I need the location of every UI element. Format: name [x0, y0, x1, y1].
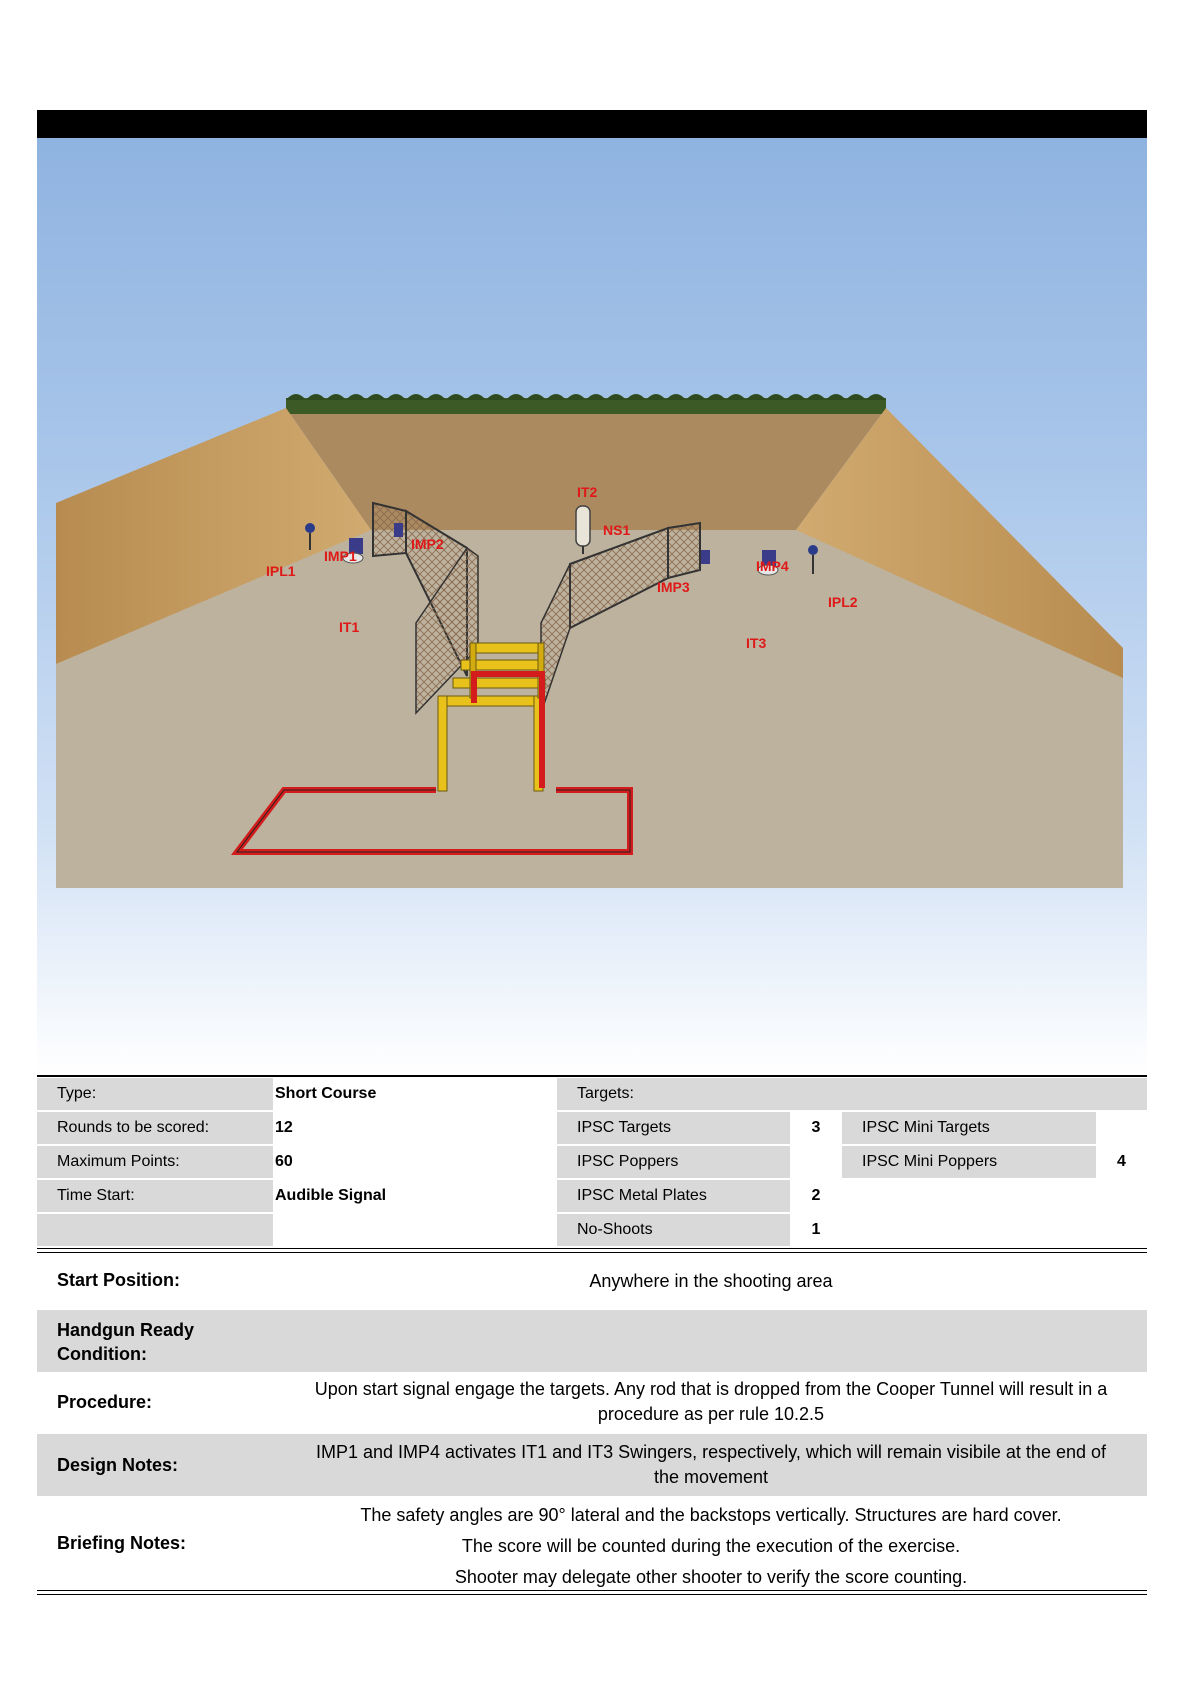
label-ipl1: IPL1 [266, 563, 296, 579]
ipsc-metal-plates-value: 2 [811, 1187, 821, 1204]
table-top-border [37, 1075, 1147, 1077]
time-start-label: Time Start: [37, 1180, 273, 1212]
procedure-text [275, 1377, 1147, 1427]
max-points-label: Maximum Points: [37, 1146, 273, 1178]
targets-header: Targets: [557, 1078, 1147, 1110]
stage-diagram [56, 378, 1123, 888]
procedure-row [37, 1372, 1147, 1434]
ipsc-poppers-label: IPSC Poppers [557, 1146, 790, 1178]
header-bar [37, 110, 1147, 138]
briefing-line2: The score will be counted during the execution of the exercise. [461, 1536, 961, 1556]
design-line2: the movement [653, 1467, 769, 1487]
ipsc-metal-plates-label: IPSC Metal Plates [557, 1180, 790, 1212]
label-it1: IT1 [339, 619, 360, 635]
start-position-value: Anywhere in the shooting area [589, 1271, 833, 1291]
procedure-line2: procedure as per rule 10.2.5 [597, 1404, 825, 1424]
rounds-value: 12 [275, 1119, 293, 1136]
handgun-label-line1: Handgun Ready [57, 1320, 195, 1340]
time-start-value: Audible Signal [275, 1187, 387, 1204]
start-position-label: Start Position: [57, 1270, 181, 1290]
briefing-notes-row [37, 1496, 1147, 1588]
start-position-row [37, 1254, 1147, 1310]
design-notes-text [275, 1440, 1147, 1490]
briefing-notes-label: Briefing Notes: [57, 1533, 187, 1553]
label-imp2: IMP2 [411, 536, 444, 552]
mini-value: 4 [1117, 1153, 1126, 1170]
design-notes-label: Design Notes: [57, 1455, 179, 1475]
empty-label-cell [37, 1214, 273, 1246]
label-ns1: NS1 [603, 522, 631, 538]
no-shoots-label: No-Shoots [557, 1214, 790, 1246]
procedure-line1: Upon start signal engage the targets. Any rod that is dropped from the Cooper Tunnel will result in a [314, 1379, 1108, 1399]
label-ipl2: IPL2 [828, 594, 858, 610]
max-points-value: 60 [275, 1153, 293, 1170]
briefing-notes-text [275, 1500, 1147, 1593]
handgun-label-line2: Condition: [57, 1344, 147, 1364]
fence-right-back [668, 523, 700, 578]
handgun-label [57, 1318, 194, 1366]
tree-line [286, 398, 886, 414]
ipsc-targets-label: IPSC Targets [557, 1112, 790, 1144]
mini-targets-label: IPSC Mini Targets [842, 1112, 1096, 1144]
design-notes-row [37, 1434, 1147, 1496]
ipsc-targets-value: 3 [811, 1119, 821, 1136]
rounds-label: Rounds to be scored: [37, 1112, 273, 1144]
design-line1: IMP1 and IMP4 activates IT1 and IT3 Swingers, respectively, which will remain visibile at the end of [315, 1442, 1106, 1462]
label-imp4: IMP4 [756, 558, 789, 574]
procedure-label: Procedure: [57, 1392, 153, 1412]
briefing-line3: Shooter may delegate other shooter to verify the score counting. [454, 1567, 968, 1587]
table-bottom-border [37, 1590, 1147, 1595]
mini-poppers-label: IPSC Mini Poppers [842, 1146, 1096, 1178]
label-imp1: IMP1 [324, 548, 357, 564]
handgun-row [37, 1310, 1147, 1372]
type-label: Type: [37, 1078, 273, 1110]
no-shoots-value: 1 [811, 1221, 821, 1238]
label-it2: IT2 [577, 484, 598, 500]
briefing-line1: The safety angles are 90° lateral and the backstops vertically. Structures are hard cover. [360, 1505, 1062, 1525]
label-imp3: IMP3 [657, 579, 690, 595]
table-divider [37, 1248, 1147, 1253]
label-it3: IT3 [746, 635, 767, 651]
type-value: Short Course [275, 1085, 377, 1102]
